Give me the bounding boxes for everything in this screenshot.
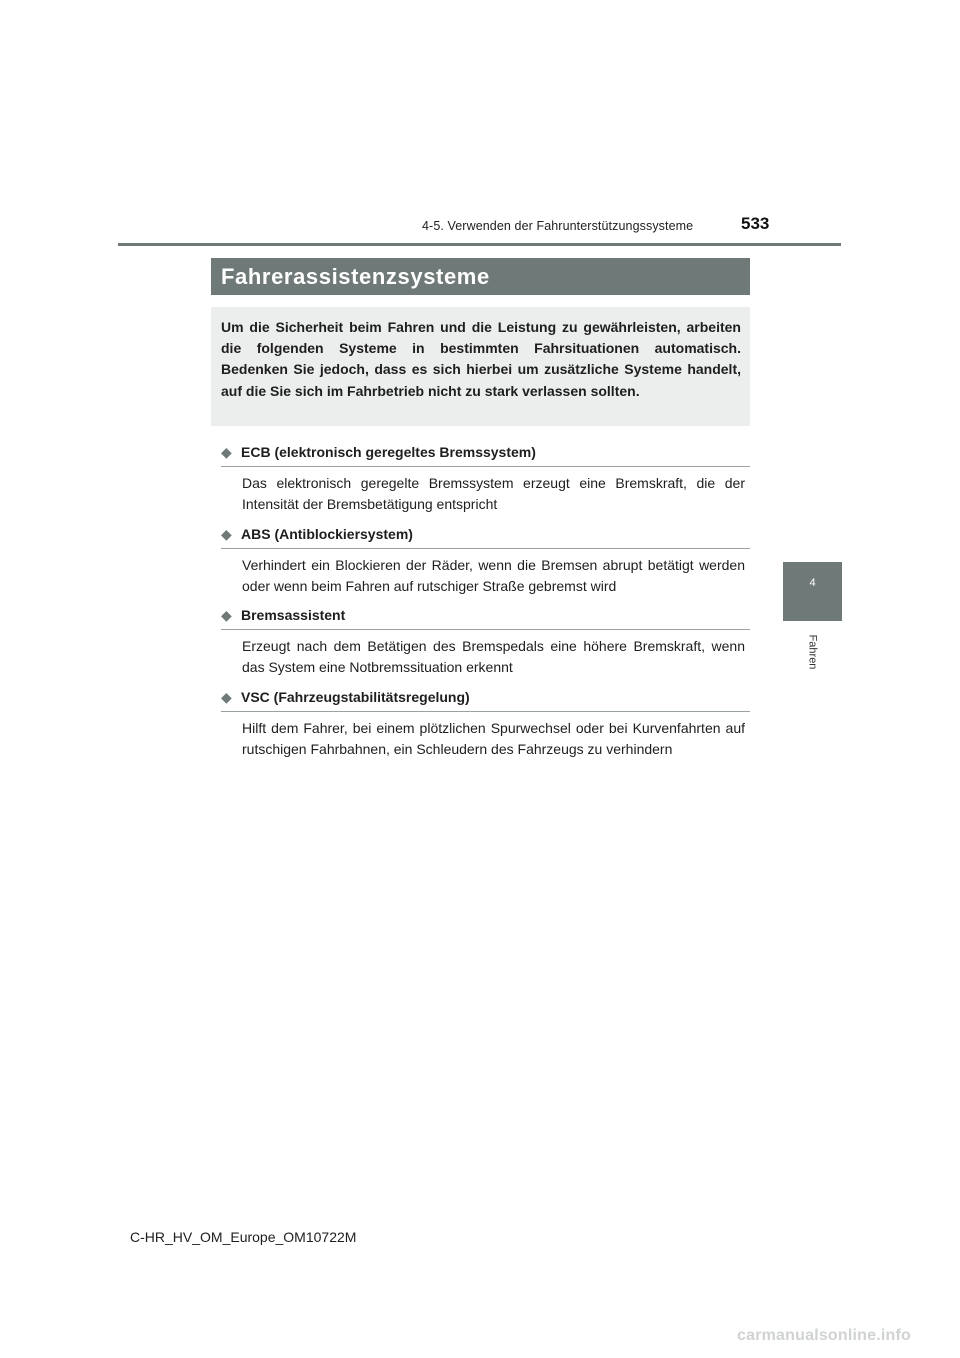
feature-description: Erzeugt nach dem Betätigen des Bremspedals eine höhere Bremskraft, wenn das System eine Notbremssituation erkennt — [242, 638, 745, 676]
feature-title: VSC (Fahrzeugstabilitätsregelung) — [241, 689, 470, 705]
feature-description: Hilft dem Fahrer, bei einem plötzlichen Spurwechsel oder bei Kurvenfahrten auf rutschigen Fahrbahnen, ein Schleudern des Fahrzeugs zu verhindern — [242, 720, 745, 758]
header-section-title: 4-5. Verwenden der Fahrunterstützungssysteme — [422, 219, 694, 233]
feature-title: ABS (Antiblockiersystem) — [241, 526, 413, 542]
header-rule — [118, 243, 841, 246]
feature-title: ECB (elektronisch geregeltes Bremssystem) — [241, 444, 536, 460]
feature-heading-ecb — [221, 444, 750, 467]
document-code: C-HR_HV_OM_Europe_OM10722M — [130, 1229, 357, 1245]
chapter-tab[interactable] — [783, 562, 842, 621]
watermark: carmanualsonline.info — [737, 1327, 912, 1344]
diamond-bullet-icon: ◆ — [221, 526, 232, 542]
diamond-bullet-icon: ◆ — [221, 607, 232, 623]
chapter-number: 4 — [809, 577, 816, 589]
title-bar — [211, 258, 750, 295]
page-title: Fahrerassistenzsysteme — [221, 263, 490, 289]
intro-box — [211, 307, 750, 426]
diamond-bullet-icon: ◆ — [221, 444, 232, 460]
feature-heading-brake-assist — [221, 607, 750, 630]
feature-title: Bremsassistent — [241, 607, 346, 623]
feature-heading-abs — [221, 526, 750, 549]
feature-description: Verhindert ein Blockieren der Räder, wenn die Bremsen abrupt betätigt werden oder wenn beim Fahren auf rutschiger Straße gebremst wird — [242, 557, 745, 595]
chapter-label-text: Fahren — [805, 634, 818, 670]
feature-description: Das elektronisch geregelte Bremssystem erzeugt eine Bremskraft, die der Intensität der Bremsbetätigung entspricht — [242, 475, 745, 513]
diamond-bullet-icon: ◆ — [221, 689, 232, 705]
page-number: 533 — [741, 214, 770, 233]
feature-heading-vsc — [221, 689, 750, 712]
intro-text: Um die Sicherheit beim Fahren und die Leistung zu gewährleisten, arbeiten die folgenden Systeme in bestimmten Fahrsituationen automatisch. Bedenken Sie jedoch, dass es sich hierbei um zusätzliche Systeme handelt, auf die Sie sich im Fahrbetrieb nicht zu stark verlassen sollten. — [221, 319, 741, 399]
chapter-label — [782, 630, 842, 674]
